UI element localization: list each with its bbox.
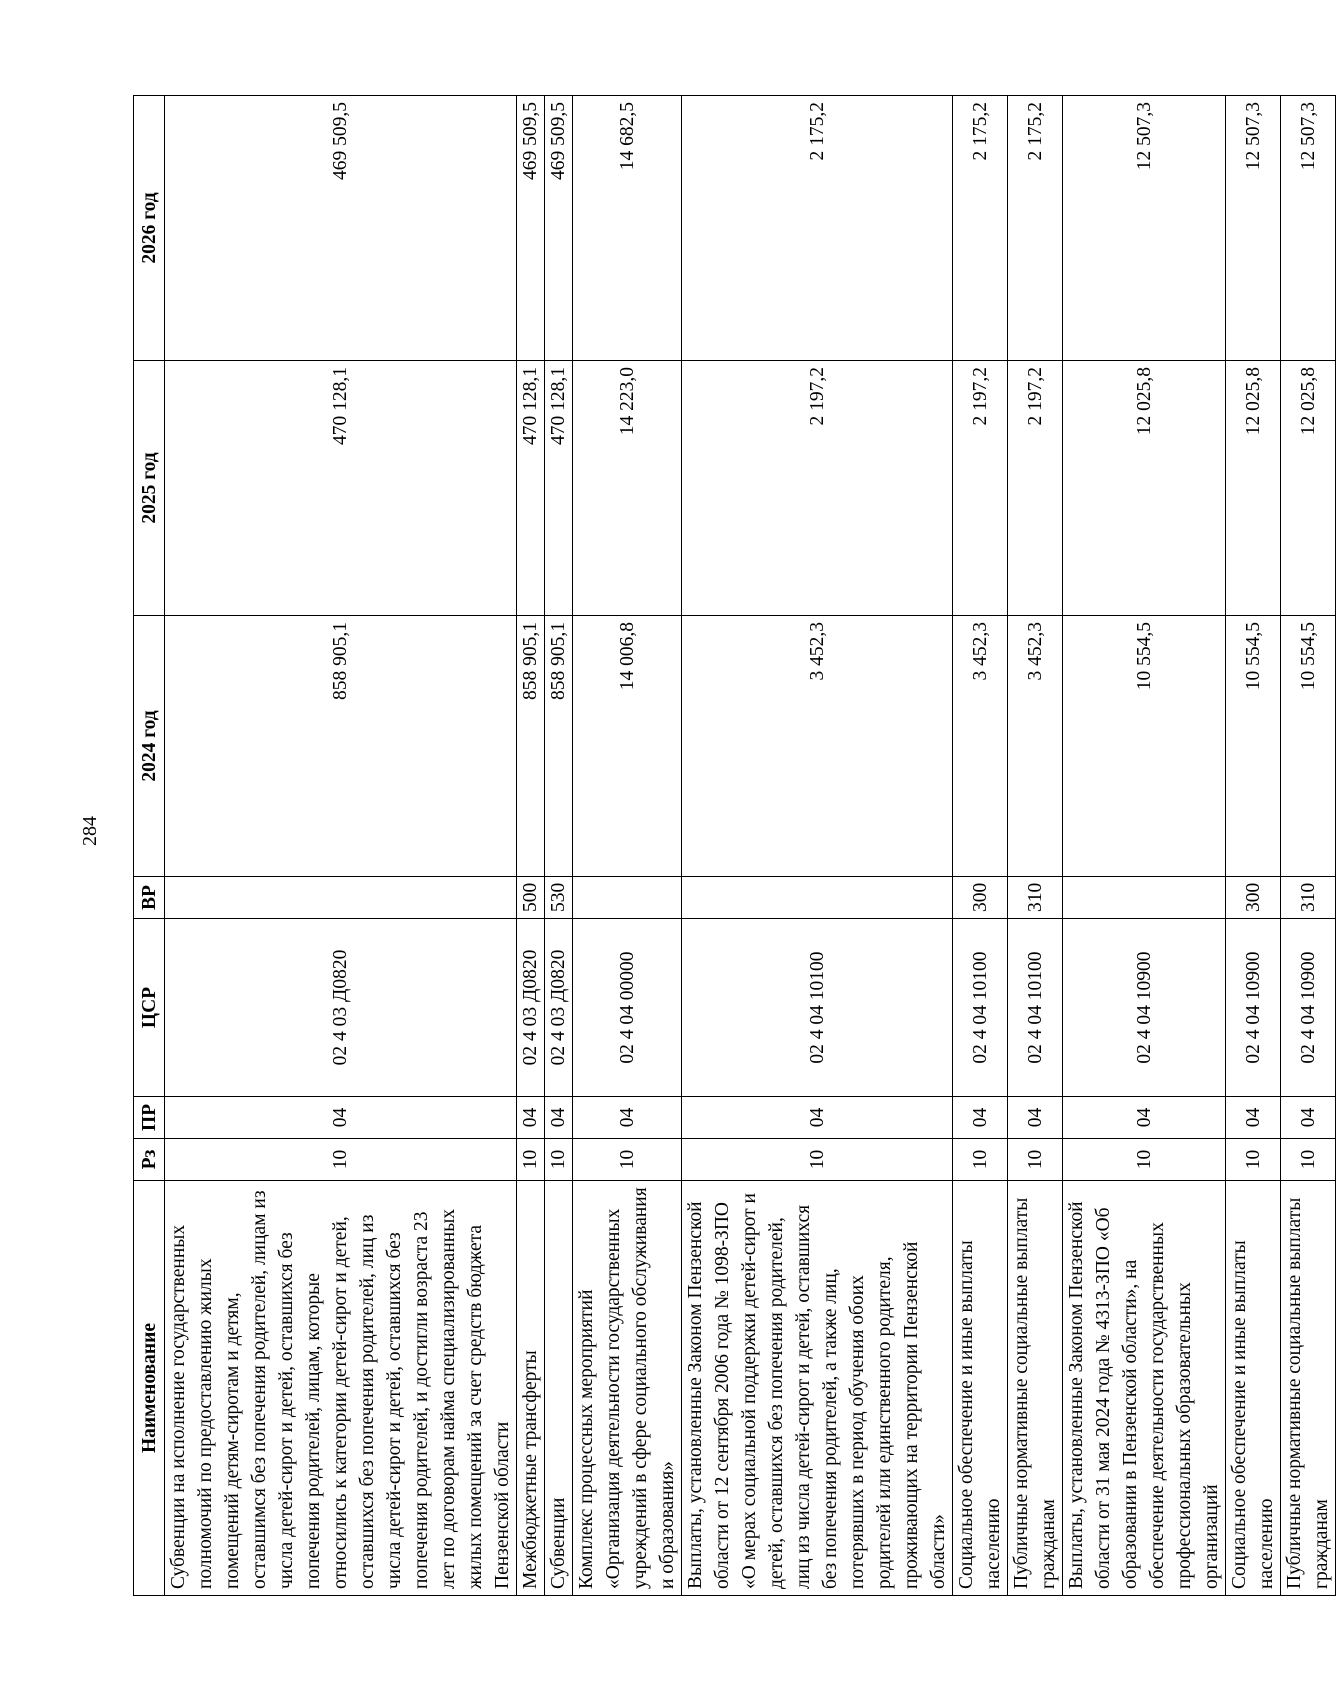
header-rz: Рз (134, 1139, 165, 1181)
row-pr: 04 (545, 1097, 573, 1139)
row-pr: 04 (1008, 1097, 1063, 1139)
row-rz: 10 (165, 1139, 517, 1181)
row-2026: 469 509,5 (165, 96, 517, 361)
table-row (573, 96, 682, 1596)
row-2025: 470 128,1 (517, 361, 545, 616)
header-pr: ПР (134, 1097, 165, 1139)
budget-table (133, 95, 1336, 1596)
row-2024: 14 006,8 (573, 616, 682, 877)
row-vr (165, 877, 517, 919)
row-name: Публичные нормативные социальные выплаты гражданам (1008, 1181, 1063, 1596)
row-2025: 12 025,8 (1226, 361, 1281, 616)
table-row (1226, 96, 1281, 1596)
row-2026: 469 509,5 (545, 96, 573, 361)
row-rz: 10 (1226, 1139, 1281, 1181)
row-vr: 310 (1281, 877, 1336, 919)
header-2024: 2024 год (134, 616, 165, 877)
row-vr (1063, 877, 1226, 919)
row-pr: 04 (573, 1097, 682, 1139)
row-rz: 10 (517, 1139, 545, 1181)
row-vr: 300 (1226, 877, 1281, 919)
row-2025: 2 197,2 (953, 361, 1008, 616)
row-csr: 02 4 03 Д0820 (517, 919, 545, 1097)
row-csr: 02 4 04 10900 (1281, 919, 1336, 1097)
row-pr: 04 (1281, 1097, 1336, 1139)
row-rz: 10 (1008, 1139, 1063, 1181)
header-csr: ЦСР (134, 919, 165, 1097)
row-csr: 02 4 04 10100 (1008, 919, 1063, 1097)
row-name: Комплекс процессных мероприятий «Организация деятельности государственных учреждений в сфере социального обслуживания и образования» (573, 1181, 682, 1596)
row-2026: 469 509,5 (517, 96, 545, 361)
row-2024: 10 554,5 (1281, 616, 1336, 877)
row-2024: 10 554,5 (1226, 616, 1281, 877)
row-name: Субвенции на исполнение государственных полномочий по предоставлению жилых помещений детям-сиротам и детям, оставшимся без попечения родителей, лицам из числа детей-сирот и детей, оставшихся без попечения родителей, лицам, которые относились к категории детей-сирот и детей, оставшихся без попечения родителей, лиц из числа детей-сирот и детей, оставшихся без попечения родителей, и достигли возраста 23 лет по договорам найма специализированных жилых помещений за счет средств бюджета Пензенской области (165, 1181, 517, 1596)
row-rz: 10 (682, 1139, 953, 1181)
row-2025: 12 025,8 (1281, 361, 1336, 616)
row-2025: 470 128,1 (165, 361, 517, 616)
row-2026: 12 507,3 (1063, 96, 1226, 361)
row-2026: 2 175,2 (953, 96, 1008, 361)
row-csr: 02 4 04 10100 (953, 919, 1008, 1097)
row-2025: 14 223,0 (573, 361, 682, 616)
table-row (517, 96, 545, 1596)
row-2024: 3 452,3 (953, 616, 1008, 877)
row-vr: 300 (953, 877, 1008, 919)
row-csr: 02 4 03 Д0820 (545, 919, 573, 1097)
page-number: 284 (79, 816, 101, 846)
row-name: Выплаты, установленные Законом Пензенской области от 31 мая 2024 года № 4313-ЗПО «Об образовании в Пензенской области», на обеспечение деятельности государственных профессиональных образовательных организаций (1063, 1181, 1226, 1596)
row-name: Социальное обеспечение и иные выплаты населению (1226, 1181, 1281, 1596)
header-2025: 2025 год (134, 361, 165, 616)
row-csr: 02 4 04 10100 (682, 919, 953, 1097)
row-2025: 2 197,2 (682, 361, 953, 616)
row-2026: 2 175,2 (682, 96, 953, 361)
table-row (682, 96, 953, 1596)
row-pr: 04 (165, 1097, 517, 1139)
row-2024: 10 554,5 (1063, 616, 1226, 877)
table-header-row (134, 96, 165, 1596)
row-name: Межбюджетные трансферты (517, 1181, 545, 1596)
row-name: Социальное обеспечение и иные выплаты населению (953, 1181, 1008, 1596)
row-vr (682, 877, 953, 919)
row-2024: 858 905,1 (545, 616, 573, 877)
table-row (1281, 96, 1336, 1596)
row-pr: 04 (517, 1097, 545, 1139)
row-2024: 3 452,3 (1008, 616, 1063, 877)
table-row (545, 96, 573, 1596)
row-csr: 02 4 04 10900 (1226, 919, 1281, 1097)
row-name: Субвенции (545, 1181, 573, 1596)
row-rz: 10 (1281, 1139, 1336, 1181)
row-2026: 14 682,5 (573, 96, 682, 361)
header-vr: ВР (134, 877, 165, 919)
row-rz: 10 (1063, 1139, 1226, 1181)
row-2025: 470 128,1 (545, 361, 573, 616)
row-csr: 02 4 03 Д0820 (165, 919, 517, 1097)
row-csr: 02 4 04 00000 (573, 919, 682, 1097)
row-2024: 3 452,3 (682, 616, 953, 877)
table-row (1063, 96, 1226, 1596)
table-row (1008, 96, 1063, 1596)
header-name: Наименование (134, 1181, 165, 1596)
header-2026: 2026 год (134, 96, 165, 361)
row-name: Выплаты, установленные Законом Пензенской области от 12 сентября 2006 года № 1098-ЗПО «О мерах социальной поддержки детей-сирот и детей, оставшихся без попечения родителей, лиц из числа детей-сирот и детей, оставшихся без попечения родителей, а также лиц, потерявших в период обучения обоих родителей или единственного родителя, проживающих на территории Пензенской области» (682, 1181, 953, 1596)
row-2025: 12 025,8 (1063, 361, 1226, 616)
row-2026: 2 175,2 (1008, 96, 1063, 361)
row-pr: 04 (953, 1097, 1008, 1139)
row-rz: 10 (573, 1139, 682, 1181)
row-csr: 02 4 04 10900 (1063, 919, 1226, 1097)
row-2024: 858 905,1 (517, 616, 545, 877)
table-row (165, 96, 517, 1596)
row-2025: 2 197,2 (1008, 361, 1063, 616)
row-name: Публичные нормативные социальные выплаты гражданам (1281, 1181, 1336, 1596)
row-pr: 04 (682, 1097, 953, 1139)
table-row (953, 96, 1008, 1596)
row-rz: 10 (953, 1139, 1008, 1181)
row-vr: 530 (545, 877, 573, 919)
row-2026: 12 507,3 (1281, 96, 1336, 361)
row-2026: 12 507,3 (1226, 96, 1281, 361)
row-pr: 04 (1226, 1097, 1281, 1139)
row-2024: 858 905,1 (165, 616, 517, 877)
row-vr: 500 (517, 877, 545, 919)
row-vr: 310 (1008, 877, 1063, 919)
rotated-budget-table (133, 96, 1332, 1596)
row-pr: 04 (1063, 1097, 1226, 1139)
row-rz: 10 (545, 1139, 573, 1181)
row-vr (573, 877, 682, 919)
